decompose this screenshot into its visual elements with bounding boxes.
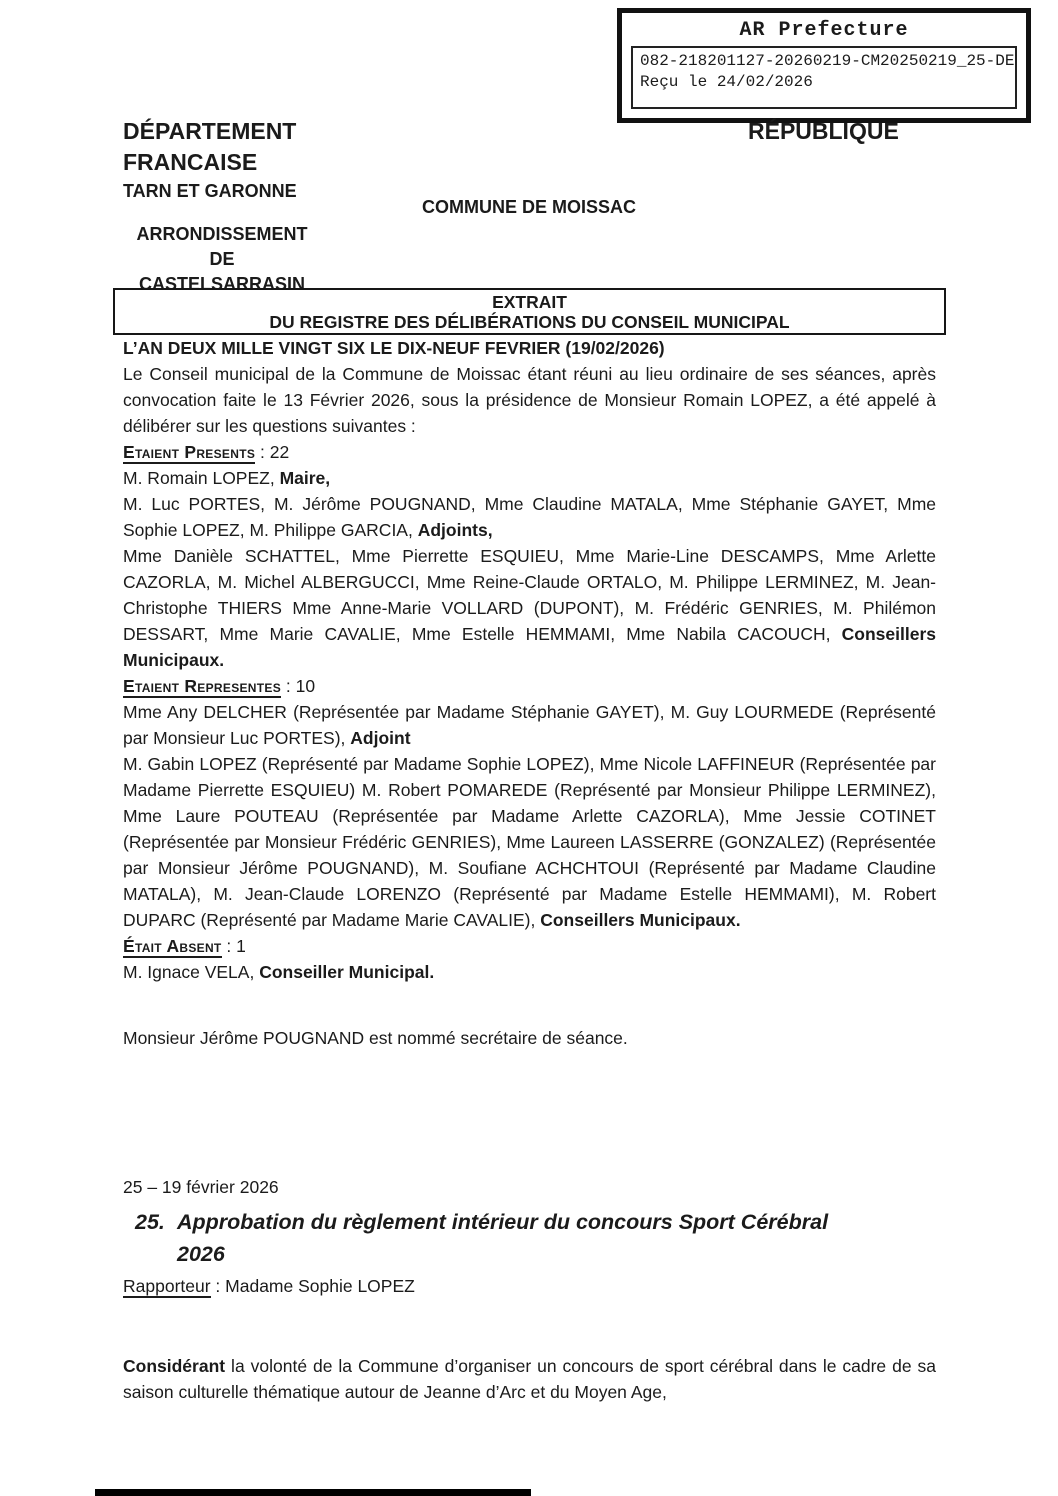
- extrait-line1: EXTRAIT: [492, 292, 567, 312]
- document-body: [123, 335, 936, 1405]
- absent-count: : 1: [221, 936, 246, 956]
- adjoints-paragraph: [123, 491, 936, 543]
- arrondissement-line2: DE: [209, 249, 235, 269]
- conseillers-presents-paragraph: [123, 543, 936, 673]
- considerant-paragraph: [123, 1353, 936, 1405]
- conseillers-presents-title: Conseillers Municipaux.: [123, 624, 936, 670]
- letterhead-republique: RÉPUBLIQUE: [748, 118, 899, 144]
- arrondissement-line1: ARRONDISSEMENT: [136, 224, 308, 244]
- representes-conseillers-title: Conseillers Municipaux.: [540, 910, 741, 930]
- maire-name: M. Romain LOPEZ,: [123, 468, 280, 488]
- rapporteur-label: Rapporteur: [123, 1276, 211, 1296]
- letterhead-francaise: FRANCAISE: [123, 149, 258, 175]
- absent-label: Était Absent: [123, 936, 222, 956]
- representes-conseillers-names: M. Gabin LOPEZ (Représenté par Madame Sophie LOPEZ), Mme Nicole LAFFINEUR (Représentée par Madame Pierrette ESQUIEU) M. Robert POMAREDE (Représenté par Monsieur Philippe LERMINEZ), Mme Laure POUTEAU (Représentée par Madame Arlette CAZORLA), Mme Jessie COTINET (Représentée par Monsieur Frédéric GENRIES), Mme Laureen LASSERRE (GONZALEZ) (Représentée par Monsieur Jérôme POUGNAND), M. Soufiane ACHCHTOUI (Représenté par Madame Claudine MATALA), M. Jean-Claude LORENZO (Représenté par Madame Estelle HEMMAMI), M. Robert DUPARC (Représenté par Madame Marie CAVALIE),: [123, 754, 936, 930]
- ar-prefecture-title: AR Prefecture: [739, 19, 909, 42]
- representes-count: : 10: [281, 676, 316, 696]
- absent-line: [123, 959, 936, 985]
- representes-label: Etaient Representes: [123, 676, 282, 696]
- rapporteur-line: [123, 1273, 936, 1299]
- letterhead-departement: DÉPARTEMENT: [123, 118, 297, 144]
- representes-conseillers-paragraph: [123, 751, 936, 933]
- deliberation-title-line2: 2026: [177, 1242, 225, 1266]
- representes-heading: [123, 673, 936, 699]
- conseillers-presents-names: Mme Danièle SCHATTEL, Mme Pierrette ESQUIEU, Mme Marie-Line DESCAMPS, Mme Arlette CAZORLA, M. Michel ALBERGUCCI, Mme Reine-Claude ORTALO, M. Philippe LERMINEZ, M. Jean-Christophe THIERS Mme Anne-Marie VOLLARD (DUPONT), M. Frédéric GENRIES, M. Philémon DESSART, Mme Marie CAVALIE, Mme Estelle HEMMAMI, Mme Nabila CACOUCH,: [123, 546, 936, 644]
- considerant-keyword: Considérant: [123, 1356, 226, 1376]
- deliberation-ref: 25 – 19 février 2026: [123, 1177, 279, 1197]
- absent-title: Conseiller Municipal.: [259, 962, 435, 982]
- letterhead-tarn-et-garonne: TARN ET GARONNE: [123, 181, 297, 201]
- adjoints-title: Adjoints,: [417, 520, 493, 540]
- ar-prefecture-details: [631, 46, 1017, 109]
- letterhead-commune: COMMUNE DE MOISSAC: [421, 197, 636, 217]
- presents-count: : 22: [255, 442, 290, 462]
- letterhead-arrondissement: [123, 222, 321, 297]
- deliberation-number: 25.: [135, 1210, 165, 1234]
- extrait-line2: DU REGISTRE DES DÉLIBÉRATIONS DU CONSEIL MUNICIPAL: [269, 312, 790, 332]
- maire-line: [123, 465, 936, 491]
- absent-heading: [123, 933, 936, 959]
- maire-title: Maire,: [279, 468, 331, 488]
- session-intro-paragraph: Le Conseil municipal de la Commune de Moissac étant réuni au lieu ordinaire de ses séances, après convocation faite le 13 Février 2026, sous la présidence de Monsieur Romain LOPEZ, a été appelé à délibérer sur les questions suivantes :: [123, 364, 936, 436]
- adjoints-names: M. Luc PORTES, M. Jérôme POUGNAND, Mme Claudine MATALA, Mme Stéphanie GAYET, Mme Sophie LOPEZ, M. Philippe GARCIA,: [123, 494, 936, 540]
- representes-adjoint-names: Mme Any DELCHER (Représentée par Madame Stéphanie GAYET), M. Guy LOURMEDE (Représenté par Monsieur Luc PORTES),: [123, 702, 936, 748]
- ar-code-line: 082-218201127-20260219-CM20250219_25-DE: [640, 52, 1015, 70]
- representes-adjoint-title: Adjoint: [350, 728, 411, 748]
- representes-adjoint-paragraph: [123, 699, 936, 751]
- deliberation-title: [177, 1206, 936, 1270]
- ar-prefecture-stamp: [617, 8, 1031, 123]
- arrondissement-line3: CASTELSARRASIN: [138, 274, 305, 294]
- secretaire-line: Monsieur Jérôme POUGNAND est nommé secrétaire de séance.: [123, 1028, 628, 1048]
- considerant-text: la volonté de la Commune d’organiser un concours de sport cérébral dans le cadre de sa saison culturelle thématique autour de Jeanne d’Arc et du Moyen Age,: [123, 1356, 936, 1402]
- presents-heading: [123, 439, 936, 465]
- scan-artifact-bar: [95, 1489, 531, 1496]
- absent-name: M. Ignace VELA,: [123, 962, 260, 982]
- ar-received-line: Reçu le 24/02/2026: [640, 72, 813, 91]
- extrait-title-box: [113, 288, 946, 335]
- deliberation-heading: [135, 1206, 936, 1270]
- deliberation-title-line1: Approbation du règlement intérieur du concours Sport Cérébral: [177, 1210, 829, 1234]
- presents-label: Etaient Presents: [123, 442, 256, 462]
- rapporteur-name: : Madame Sophie LOPEZ: [210, 1276, 415, 1296]
- session-date-line: L’AN DEUX MILLE VINGT SIX LE DIX-NEUF FEVRIER (19/02/2026): [123, 338, 665, 358]
